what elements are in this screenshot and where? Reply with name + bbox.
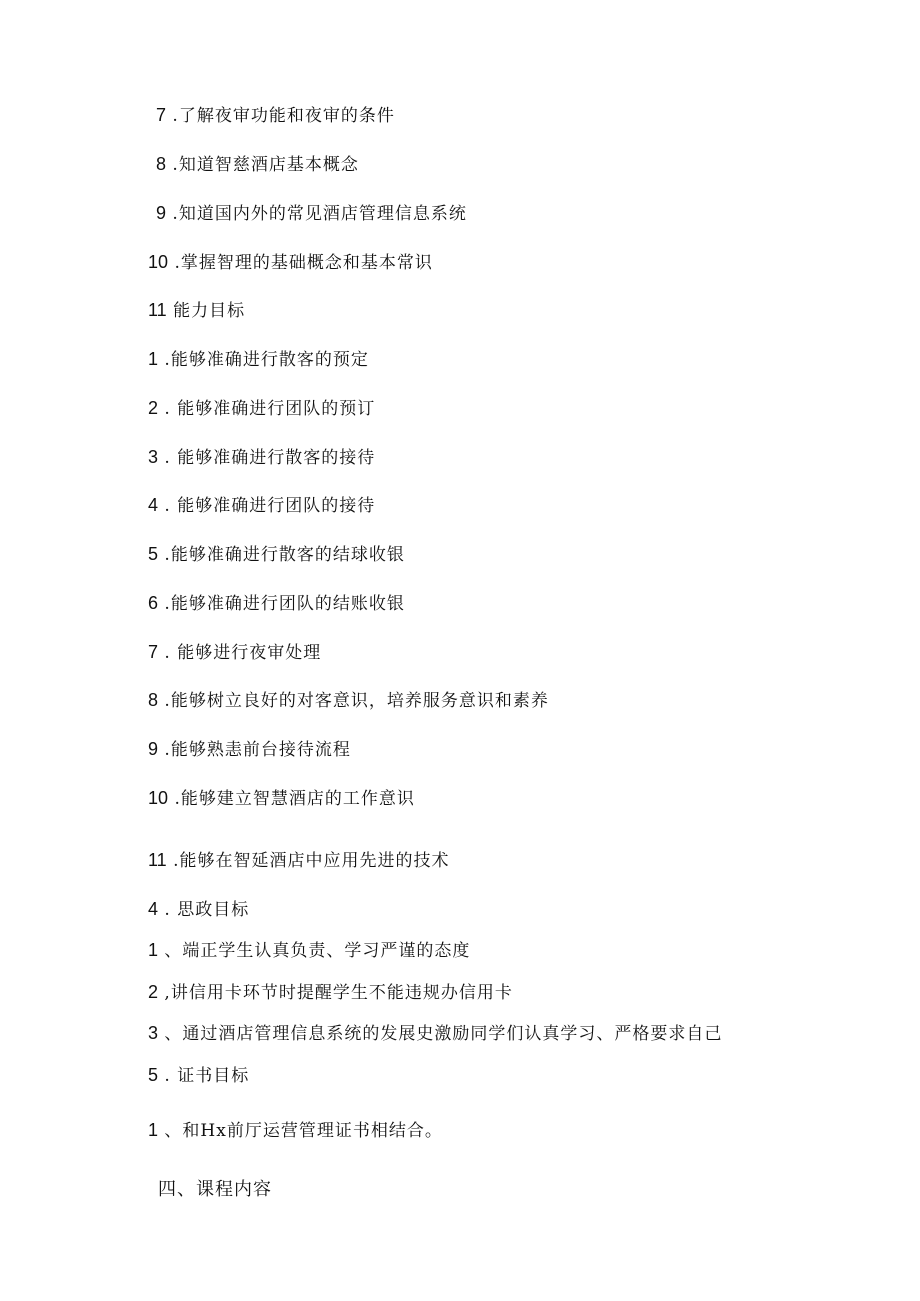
list-item: [148, 251, 433, 274]
item-text: ,讲信用卡环节时提醒学生不能违规办信用卡: [164, 983, 513, 1003]
item-number: 1: [148, 940, 159, 960]
list-item: [148, 1119, 443, 1142]
list-item: [148, 641, 321, 664]
list-item: [148, 738, 351, 761]
list-item: [148, 494, 375, 517]
list-item: [156, 202, 467, 225]
item-number: 7: [148, 642, 159, 662]
item-text: .了解夜审功能和夜审的条件: [172, 106, 395, 126]
item-number: 9: [156, 203, 167, 223]
list-item: [148, 981, 513, 1004]
item-text: 能力目标: [173, 301, 246, 321]
list-item: [148, 299, 245, 322]
item-number: 11: [148, 300, 167, 320]
item-text: . 能够准确进行团队的接待: [164, 496, 376, 516]
item-number: 3: [148, 1023, 159, 1043]
item-number: 10: [148, 788, 169, 808]
item-number: 2: [148, 398, 159, 418]
item-text: . 能够准确进行散客的接待: [164, 448, 376, 468]
list-item: [148, 543, 405, 566]
list-item: [148, 397, 375, 420]
item-number: 1: [148, 1120, 159, 1140]
item-text: .知道国内外的常见酒店管理信息系统: [172, 204, 467, 224]
item-text: .能够准确进行散客的结球收银: [164, 545, 405, 565]
item-number: 4: [148, 495, 159, 515]
item-number: 7: [156, 105, 167, 125]
section-heading: [158, 1179, 272, 1201]
item-number: 6: [148, 593, 159, 613]
item-number: 8: [148, 690, 159, 710]
item-text: .能够建立智慧酒店的工作意识: [174, 789, 415, 809]
item-text: . 能够准确进行团队的预订: [164, 399, 376, 419]
item-text: . 能够进行夜审处理: [164, 643, 322, 663]
item-text: .能够在智延酒店中应用先进的技术: [173, 851, 450, 871]
list-item: [148, 592, 405, 615]
item-text: . 思政目标: [164, 900, 250, 920]
item-text: .知道智慈酒店基本概念: [172, 155, 359, 175]
item-number: 5: [148, 1065, 159, 1085]
item-number: 4: [148, 899, 159, 919]
section-heading-text: 四、课程内容: [158, 1179, 272, 1200]
item-number: 10: [148, 252, 169, 272]
list-item: [148, 446, 375, 469]
item-number: 11: [148, 850, 167, 870]
item-text: 、和Hx前厅运营管理证书相结合。: [164, 1121, 443, 1141]
item-number: 1: [148, 349, 159, 369]
list-item: [148, 849, 450, 872]
item-text: .能够准确进行团队的结账收银: [164, 594, 405, 614]
list-item: [156, 104, 395, 127]
item-number: 2: [148, 982, 159, 1002]
item-text: .能够熟恚前台接待流程: [164, 740, 351, 760]
list-item: [148, 939, 470, 962]
item-number: 5: [148, 544, 159, 564]
item-number: 3: [148, 447, 159, 467]
list-item: [148, 787, 415, 810]
list-item: [148, 898, 249, 921]
list-item: [148, 689, 549, 712]
item-text: .能够准确进行散客的预定: [164, 350, 369, 370]
list-item: [148, 1064, 249, 1087]
item-number: 9: [148, 739, 159, 759]
item-text: .掌握智理的基础概念和基本常识: [174, 253, 433, 273]
item-text: .能够树立良好的对客意识，培养服务意识和素养: [164, 691, 549, 711]
item-text: 、通过酒店管理信息系统的发展史激励同学们认真学习、严格要求自己: [164, 1024, 723, 1044]
list-item: [148, 1022, 722, 1045]
list-item: [148, 348, 369, 371]
item-text: . 证书目标: [164, 1066, 250, 1086]
item-number: 8: [156, 154, 167, 174]
item-text: 、端正学生认真负责、学习严谨的态度: [164, 941, 471, 961]
list-item: [156, 153, 359, 176]
